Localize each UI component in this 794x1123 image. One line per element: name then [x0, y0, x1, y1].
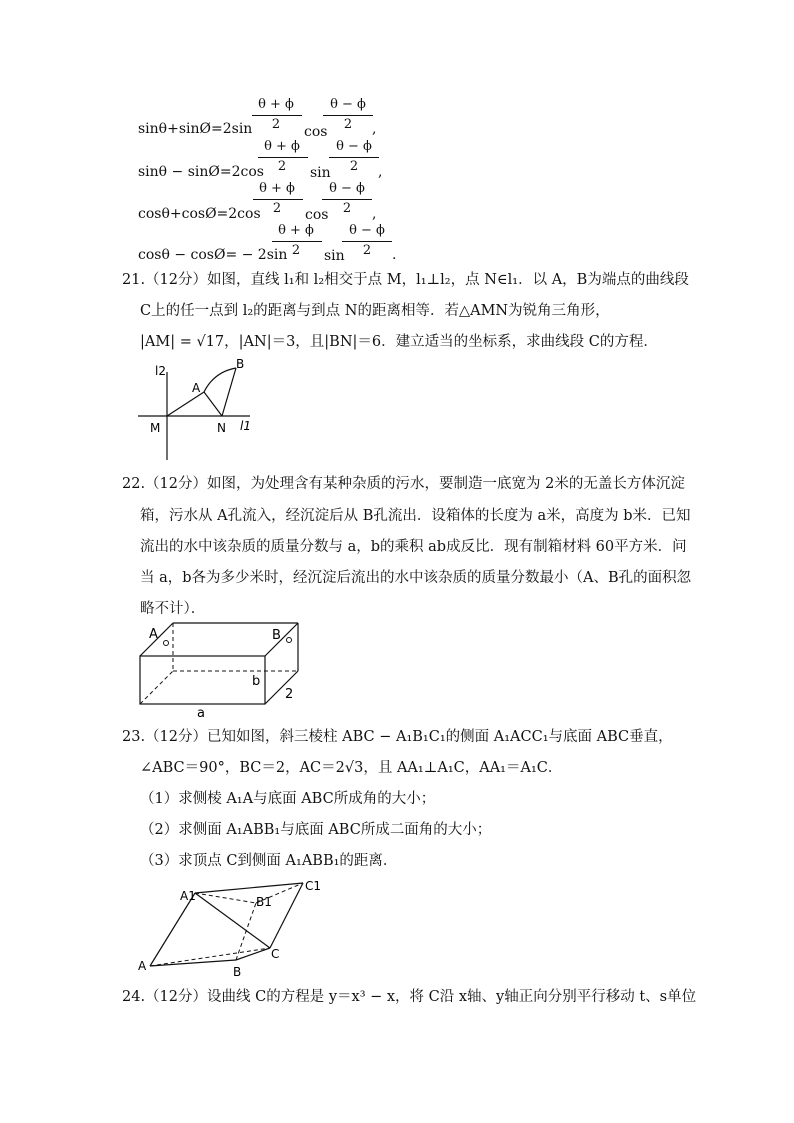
formula-4-lhs: cosθ − cosØ= − 2sin	[138, 247, 288, 263]
label-l2: l2	[155, 364, 166, 378]
label-A1: A1	[180, 889, 196, 903]
edge-CC1	[270, 883, 303, 948]
edge-AB	[150, 960, 236, 966]
formula-2-lhs: sinθ − sinØ=2cos	[138, 164, 264, 180]
label-C1: C1	[305, 879, 322, 893]
q23-sub-1: （1）求侧棱 A₁A与底面 ABC所成角的大小；	[140, 791, 436, 807]
edge-BB1	[236, 903, 256, 960]
label-A: A	[138, 959, 147, 973]
label-B: B	[233, 965, 242, 979]
q22-line-2: 箱，污水从 A孔流入，经沉淀后从 B孔流出．设箱体的长度为 a米，高度为 b米．已知	[140, 508, 691, 524]
label-A: A	[192, 381, 201, 395]
label-B: B	[236, 357, 245, 371]
formula-2-frac1-den: 2	[277, 159, 287, 174]
edge-A1B1	[195, 893, 256, 903]
formula-1-lhs: sinθ+sinØ=2sin	[138, 121, 253, 137]
formula-1-frac2-num: θ − ϕ	[330, 97, 366, 112]
q23-line-1: 23.（12分）已知如图，斜三棱柱 ABC − A₁B₁C₁的侧面 A₁ACC₁与底面 ABC垂直，	[122, 729, 673, 745]
q24-line-1: 24.（12分）设曲线 C的方程是 y＝x³ − x，将 C沿 x轴、y轴正向分别平行移动 t、s单位	[122, 989, 697, 1005]
formula-4-mid: sin	[324, 248, 345, 264]
label-M: M	[150, 421, 161, 435]
formula-2-frac2-num: θ − ϕ	[336, 139, 372, 154]
q22-line-4: 当 a，b各为多少米时，经沉淀后流出的水中该杂质的质量分数最小（A、B孔的面积忽	[140, 570, 692, 586]
formula-3-mid: cos	[305, 207, 329, 223]
formula-2-frac2-den: 2	[349, 159, 359, 174]
q21-line-3: |AM| = √17，|AN|＝3，且|BN|＝6．建立适当的坐标系，求曲线段 C的方程．	[140, 334, 658, 350]
label-C: C	[271, 947, 280, 961]
formula-4-end: .	[392, 247, 397, 263]
formula-3-frac1-num: θ + ϕ	[259, 181, 295, 196]
formula-4-frac1-num: θ + ϕ	[278, 223, 314, 238]
formula-2-frac1-num: θ + ϕ	[264, 139, 300, 154]
q22-line-1: 22.（12分）如图，为处理含有某种杂质的污水，要制造一底宽为 2米的无盖长方体沉淀	[122, 476, 685, 492]
label-a: a	[197, 706, 205, 721]
formula-1-frac1-num: θ + ϕ	[258, 97, 294, 112]
formula-3-frac1-den: 2	[272, 201, 282, 216]
formula-4-frac2-num: θ − ϕ	[349, 223, 385, 238]
formula-1-frac2-den: 2	[343, 117, 353, 132]
formula-4-frac1-den: 2	[291, 243, 301, 258]
formula-2-end: ,	[378, 164, 383, 180]
formula-3-frac2-num: θ − ϕ	[329, 181, 365, 196]
formula-3-end: ,	[372, 206, 377, 222]
formula-3-lhs: cosθ+cosØ=2cos	[138, 206, 261, 222]
edge-AA1	[150, 893, 195, 966]
q23-line-2: ∠ABC＝90°，BC＝2，AC＝2√3，且 AA₁⊥A₁C，AA₁＝A₁C．	[140, 760, 563, 776]
edge-A1C1	[195, 883, 303, 893]
q21-line-2: C上的任一点到 l₂的距离与到点 N的距离相等．若△AMN为锐角三角形，	[140, 303, 610, 319]
label-N: N	[217, 421, 226, 435]
q23-sub-2: （2）求侧面 A₁ABB₁与底面 ABC所成二面角的大小；	[140, 822, 492, 838]
label-B1: B1	[256, 895, 272, 909]
formula-4-frac2-den: 2	[362, 243, 372, 258]
q22-line-3: 流出的水中该杂质的质量分数与 a，b的乘积 ab成反比．现有制箱材料 60平方米．问	[140, 539, 687, 555]
label-A: A	[149, 627, 158, 642]
q22-line-5: 略不计）．	[140, 601, 206, 617]
label-B: B	[272, 628, 281, 643]
label-2: 2	[285, 687, 294, 702]
label-b: b	[252, 674, 261, 689]
formula-1-frac1-den: 2	[271, 117, 281, 132]
q23-sub-3: （3）求顶点 C到侧面 A₁ABB₁的距离．	[140, 853, 398, 869]
edge-BC	[236, 948, 270, 960]
formula-1-mid: cos	[304, 124, 328, 140]
formula-2-mid: sin	[310, 165, 331, 181]
formula-3-frac2-den: 2	[342, 201, 352, 216]
q21-line-1: 21.（12分）如图，直线 l₁和 l₂相交于点 M，l₁⊥l₂，点 N∈l₁．以 A，B为端点的曲线段	[122, 272, 689, 288]
label-l1: l1	[240, 419, 251, 433]
formula-1-end: ,	[372, 121, 377, 137]
edge-AC-hidden	[150, 948, 270, 966]
